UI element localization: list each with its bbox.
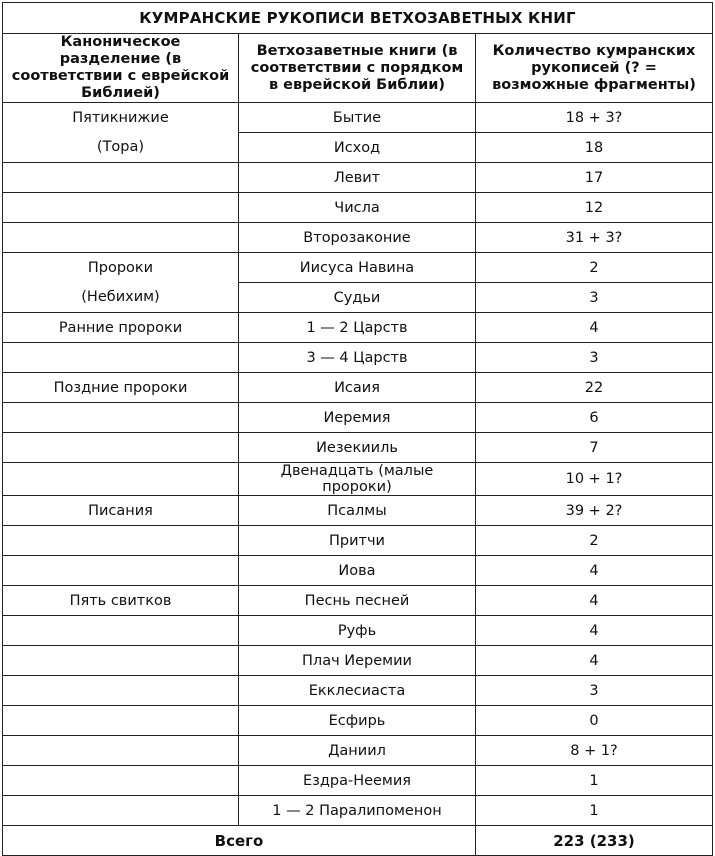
table-row xyxy=(3,676,713,706)
count-cell: 1 xyxy=(476,766,713,796)
table-row xyxy=(3,463,713,496)
table-row xyxy=(3,163,713,193)
table-row xyxy=(3,343,713,373)
count-cell: 4 xyxy=(476,616,713,646)
table-row xyxy=(3,193,713,223)
count-cell: 10 + 1? xyxy=(476,463,713,496)
table-row xyxy=(3,586,713,616)
book-cell: Судьи xyxy=(239,283,476,313)
count-cell: 4 xyxy=(476,556,713,586)
table-row xyxy=(3,766,713,796)
book-cell: Двенадцать (малые пророки) xyxy=(239,463,476,496)
book-cell: Исаия xyxy=(239,373,476,403)
table-row xyxy=(3,433,713,463)
header-manuscript-count: Количество кумранских рукописей (? = возможные фрагменты) xyxy=(476,34,713,103)
book-cell: Числа xyxy=(239,193,476,223)
division-cell: (Небихим) xyxy=(3,283,239,313)
division-cell xyxy=(3,616,239,646)
book-cell: Плач Иеремии xyxy=(239,646,476,676)
header-ot-books: Ветхозаветные книги (в соответствии с порядком в еврейской Библии) xyxy=(239,34,476,103)
total-value: 223 (233) xyxy=(476,826,713,856)
book-cell: Иова xyxy=(239,556,476,586)
table-row xyxy=(3,706,713,736)
table-body xyxy=(3,103,713,826)
header-canonical-division: Каноническое разделение (в соответствии с еврейской Библией) xyxy=(3,34,239,103)
book-cell: Руфь xyxy=(239,616,476,646)
book-cell: Ездра-Неемия xyxy=(239,766,476,796)
table-row xyxy=(3,253,713,283)
book-cell: Екклесиаста xyxy=(239,676,476,706)
count-cell: 2 xyxy=(476,526,713,556)
division-cell xyxy=(3,193,239,223)
division-cell xyxy=(3,556,239,586)
count-cell: 31 + 3? xyxy=(476,223,713,253)
count-cell: 6 xyxy=(476,403,713,433)
header-row xyxy=(3,34,713,103)
book-cell: Левит xyxy=(239,163,476,193)
count-cell: 4 xyxy=(476,646,713,676)
book-cell: Иисуса Навина xyxy=(239,253,476,283)
book-cell: Исход xyxy=(239,133,476,163)
division-cell xyxy=(3,676,239,706)
division-cell xyxy=(3,526,239,556)
book-cell: Притчи xyxy=(239,526,476,556)
table-row xyxy=(3,373,713,403)
count-cell: 3 xyxy=(476,283,713,313)
table-row xyxy=(3,403,713,433)
book-cell: 3 — 4 Царств xyxy=(239,343,476,373)
division-cell: Пятикнижие xyxy=(3,103,239,133)
division-cell xyxy=(3,403,239,433)
division-cell: Пророки xyxy=(3,253,239,283)
count-cell: 1 xyxy=(476,796,713,826)
division-cell: Писания xyxy=(3,496,239,526)
table-row xyxy=(3,556,713,586)
division-cell: Пять свитков xyxy=(3,586,239,616)
count-cell: 7 xyxy=(476,433,713,463)
book-cell: Псалмы xyxy=(239,496,476,526)
table-row xyxy=(3,283,713,313)
table-row xyxy=(3,616,713,646)
division-cell xyxy=(3,796,239,826)
count-cell: 4 xyxy=(476,586,713,616)
count-cell: 22 xyxy=(476,373,713,403)
division-cell: (Тора) xyxy=(3,133,239,163)
book-cell: Иезекииль xyxy=(239,433,476,463)
division-cell xyxy=(3,463,239,496)
division-cell xyxy=(3,343,239,373)
table-row xyxy=(3,646,713,676)
table-title: КУМРАНСКИЕ РУКОПИСИ ВЕТХОЗАВЕТНЫХ КНИГ xyxy=(3,3,713,34)
book-cell: Песнь песней xyxy=(239,586,476,616)
count-cell: 3 xyxy=(476,343,713,373)
table-title-row xyxy=(3,3,713,34)
document-page xyxy=(2,2,713,856)
book-cell: Иеремия xyxy=(239,403,476,433)
division-cell xyxy=(3,646,239,676)
total-label: Всего xyxy=(3,826,476,856)
book-cell: Даниил xyxy=(239,736,476,766)
division-cell: Поздние пророки xyxy=(3,373,239,403)
table-row xyxy=(3,496,713,526)
total-row xyxy=(3,826,713,856)
table-row xyxy=(3,103,713,133)
count-cell: 8 + 1? xyxy=(476,736,713,766)
division-cell xyxy=(3,706,239,736)
division-cell xyxy=(3,163,239,193)
count-cell: 2 xyxy=(476,253,713,283)
division-cell xyxy=(3,223,239,253)
count-cell: 3 xyxy=(476,676,713,706)
division-cell: Ранние пророки xyxy=(3,313,239,343)
book-cell: 1 — 2 Царств xyxy=(239,313,476,343)
count-cell: 18 + 3? xyxy=(476,103,713,133)
table-row xyxy=(3,223,713,253)
count-cell: 18 xyxy=(476,133,713,163)
table-row xyxy=(3,736,713,766)
count-cell: 39 + 2? xyxy=(476,496,713,526)
count-cell: 0 xyxy=(476,706,713,736)
table-row xyxy=(3,313,713,343)
qumran-manuscripts-table xyxy=(2,2,713,856)
division-cell xyxy=(3,433,239,463)
count-cell: 12 xyxy=(476,193,713,223)
book-cell: Есфирь xyxy=(239,706,476,736)
book-cell: 1 — 2 Паралипоменон xyxy=(239,796,476,826)
book-cell: Второзаконие xyxy=(239,223,476,253)
division-cell xyxy=(3,736,239,766)
table-row xyxy=(3,526,713,556)
table-row xyxy=(3,796,713,826)
count-cell: 17 xyxy=(476,163,713,193)
table-row xyxy=(3,133,713,163)
book-cell: Бытие xyxy=(239,103,476,133)
count-cell: 4 xyxy=(476,313,713,343)
division-cell xyxy=(3,766,239,796)
